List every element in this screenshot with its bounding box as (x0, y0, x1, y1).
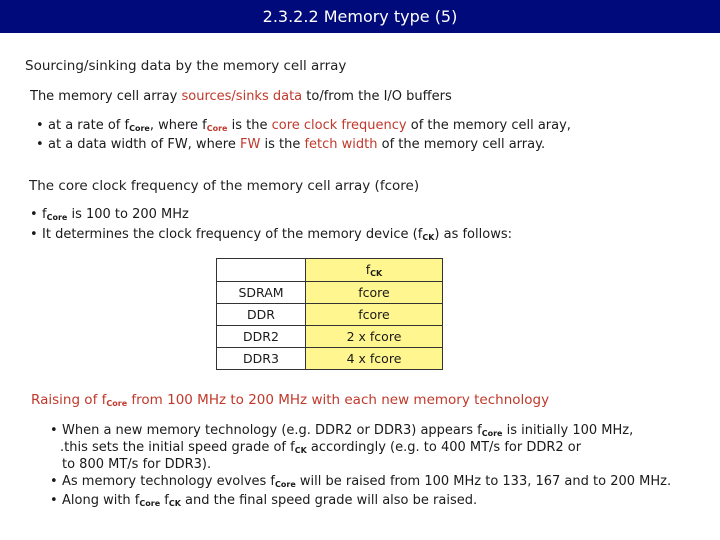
table-header-empty (217, 259, 306, 282)
subscript: CK (422, 233, 435, 242)
bullet-icon: • (36, 118, 44, 133)
intro-text-pre: The memory cell array (30, 89, 182, 104)
bullet-text: Along with f (62, 493, 140, 508)
table-cell-value: fcore (306, 304, 443, 326)
table-cell-type: SDRAM (217, 282, 306, 304)
bullet-text: accordingly (e.g. to 400 MT/s for DDR2 or (306, 440, 582, 455)
bullet-icon: • (36, 137, 44, 152)
bullet-text: ) as follows: (434, 227, 512, 242)
bullet-text: When a new memory technology (e.g. DDR2 or DDR3) appears f (62, 423, 482, 438)
bullet-text: , where f (149, 118, 207, 133)
bullet-text: at a rate of f (48, 118, 130, 133)
subscript: Core (206, 124, 228, 133)
section-heading-fcore: The core clock frequency of the memory cell array (fcore) (29, 178, 420, 194)
bullet-text: is 100 to 200 MHz (67, 207, 189, 222)
width-bullet (36, 135, 545, 154)
heading-text: from 100 MHz to 200 MHz with each new memory technology (127, 392, 550, 408)
bullet-text: of the memory cell aray, (406, 118, 571, 133)
table-header-fck (306, 259, 443, 282)
bullet-text: It determines the clock frequency of the memory device (f (42, 227, 423, 242)
table-header-row (217, 259, 443, 282)
slide-title: 2.3.2.2 Memory type (5) (0, 0, 720, 33)
subscript: Core (129, 124, 150, 133)
bullet-text: of the memory cell array. (377, 137, 546, 152)
heading-text: Raising of f (31, 392, 107, 408)
table-row (217, 348, 443, 370)
bullet-text: is the (260, 137, 305, 152)
subscript: Core (275, 480, 296, 489)
subscript: CK (370, 269, 383, 278)
highlight-fw: FW (240, 137, 261, 152)
header-text: f (365, 262, 371, 277)
subscript: CK (294, 446, 307, 455)
highlight-fetch-width: fetch width (304, 137, 378, 152)
fcore-range-bullet (30, 205, 189, 227)
intro-text-post: to/from the I/O buffers (302, 89, 452, 104)
bullet-icon: • (30, 207, 38, 222)
bullet-icon: • (50, 423, 58, 438)
intro-text-highlight: sources/sinks data (181, 89, 303, 104)
fck-bullet (30, 225, 512, 247)
section-heading-raising (31, 391, 549, 413)
bullet-text: is initially 100 MHz, (502, 423, 634, 438)
table-cell-value: 2 x fcore (306, 326, 443, 348)
bullet-icon: • (30, 227, 38, 242)
speed-grade-bullet (50, 491, 477, 513)
table-row (217, 282, 443, 304)
bullet-icon: • (50, 493, 58, 508)
table-row (217, 326, 443, 348)
subscript: CK (168, 499, 181, 508)
subscript: Core (139, 499, 161, 508)
bullet-text: at a data width of FW, where (48, 137, 240, 152)
subscript: Core (481, 429, 503, 438)
bullet-icon: • (50, 474, 58, 489)
table-cell-type: DDR3 (217, 348, 306, 370)
intro-line (30, 87, 452, 106)
bullet-text: f (42, 207, 47, 222)
table-cell-value: fcore (306, 282, 443, 304)
bullet-text: and the final speed grade will also be raised. (180, 493, 478, 508)
bullet-text: As memory technology evolves f (62, 474, 275, 489)
section-heading-sourcing: Sourcing/sinking data by the memory cell array (25, 58, 347, 74)
subscript: Core (46, 213, 68, 222)
subscript: Core (106, 399, 128, 408)
table-cell-value: 4 x fcore (306, 348, 443, 370)
table-cell-type: DDR2 (217, 326, 306, 348)
new-tech-bullet-line3: to 800 MT/s for DDR3). (62, 457, 212, 472)
bullet-text: is the (227, 118, 272, 133)
memory-clock-table (216, 258, 443, 370)
bullet-text: will be raised from 100 MHz to 133, 167 and to 200 MHz. (295, 474, 672, 489)
highlight-core-clock: core clock frequency (271, 118, 407, 133)
bullet-text: .this sets the initial speed grade of f (60, 440, 295, 455)
bullet-text: f (160, 493, 169, 508)
table-row (217, 304, 443, 326)
table-cell-type: DDR (217, 304, 306, 326)
